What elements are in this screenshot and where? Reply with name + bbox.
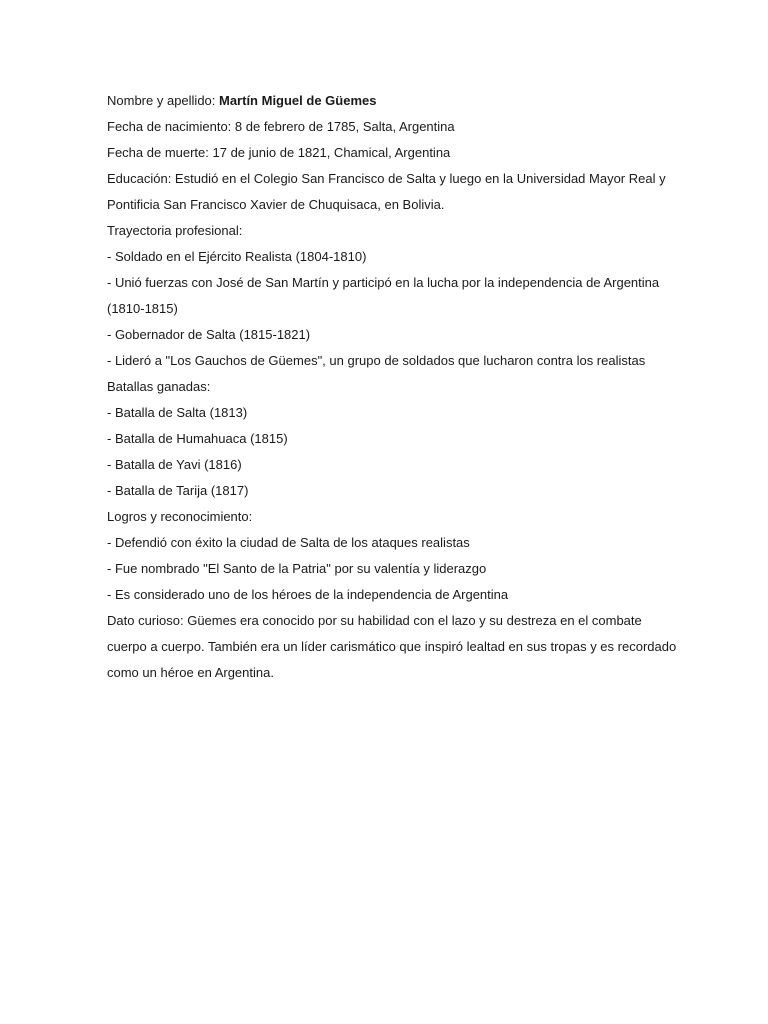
career-item: - Unió fuerzas con José de San Martín y participó en la lucha por la independencia de Argentina: [107, 275, 660, 290]
death-line: Fecha de muerte: 17 de junio de 1821, Chamical, Argentina: [107, 145, 451, 160]
education-line-continued: Pontificia San Francisco Xavier de Chuquisaca, en Bolivia.: [107, 197, 445, 212]
battle-item: - Batalla de Yavi (1816): [107, 457, 242, 472]
name-line: [107, 88, 677, 114]
education-line: Educación: Estudió en el Colegio San Francisco de Salta y luego en la Universidad Mayor Real y: [107, 171, 666, 186]
career-item-continued: (1810-1815): [107, 301, 178, 316]
battles-heading: Batallas ganadas:: [107, 379, 211, 394]
career-heading: Trayectoria profesional:: [107, 223, 243, 238]
career-item: - Lideró a "Los Gauchos de Güemes", un grupo de soldados que lucharon contra los realistas: [107, 353, 646, 368]
career-item: - Soldado en el Ejército Realista (1804-1810): [107, 249, 367, 264]
battle-item: - Batalla de Salta (1813): [107, 405, 248, 420]
achievement-item: - Fue nombrado "El Santo de la Patria" por su valentía y liderazgo: [107, 561, 487, 576]
achievements-heading: Logros y reconocimiento:: [107, 509, 253, 524]
curious-fact-line: Dato curioso: Güemes era conocido por su habilidad con el lazo y su destreza en el combate: [107, 613, 642, 628]
career-item: - Gobernador de Salta (1815-1821): [107, 327, 311, 342]
battle-item: - Batalla de Humahuaca (1815): [107, 431, 288, 446]
document-body: [107, 88, 677, 686]
achievement-item: - Es considerado uno de los héroes de la independencia de Argentina: [107, 587, 509, 602]
birth-line: Fecha de nacimiento: 8 de febrero de 1785, Salta, Argentina: [107, 119, 455, 134]
battle-item: - Batalla de Tarija (1817): [107, 483, 249, 498]
achievement-item: - Defendió con éxito la ciudad de Salta de los ataques realistas: [107, 535, 470, 550]
curious-fact-line: como un héroe en Argentina.: [107, 665, 274, 680]
name-label: Nombre y apellido:: [107, 93, 219, 108]
curious-fact-line: cuerpo a cuerpo. También era un líder carismático que inspiró lealtad en sus tropas y es recordado: [107, 639, 677, 654]
name-value: Martín Miguel de Güemes: [219, 93, 377, 108]
